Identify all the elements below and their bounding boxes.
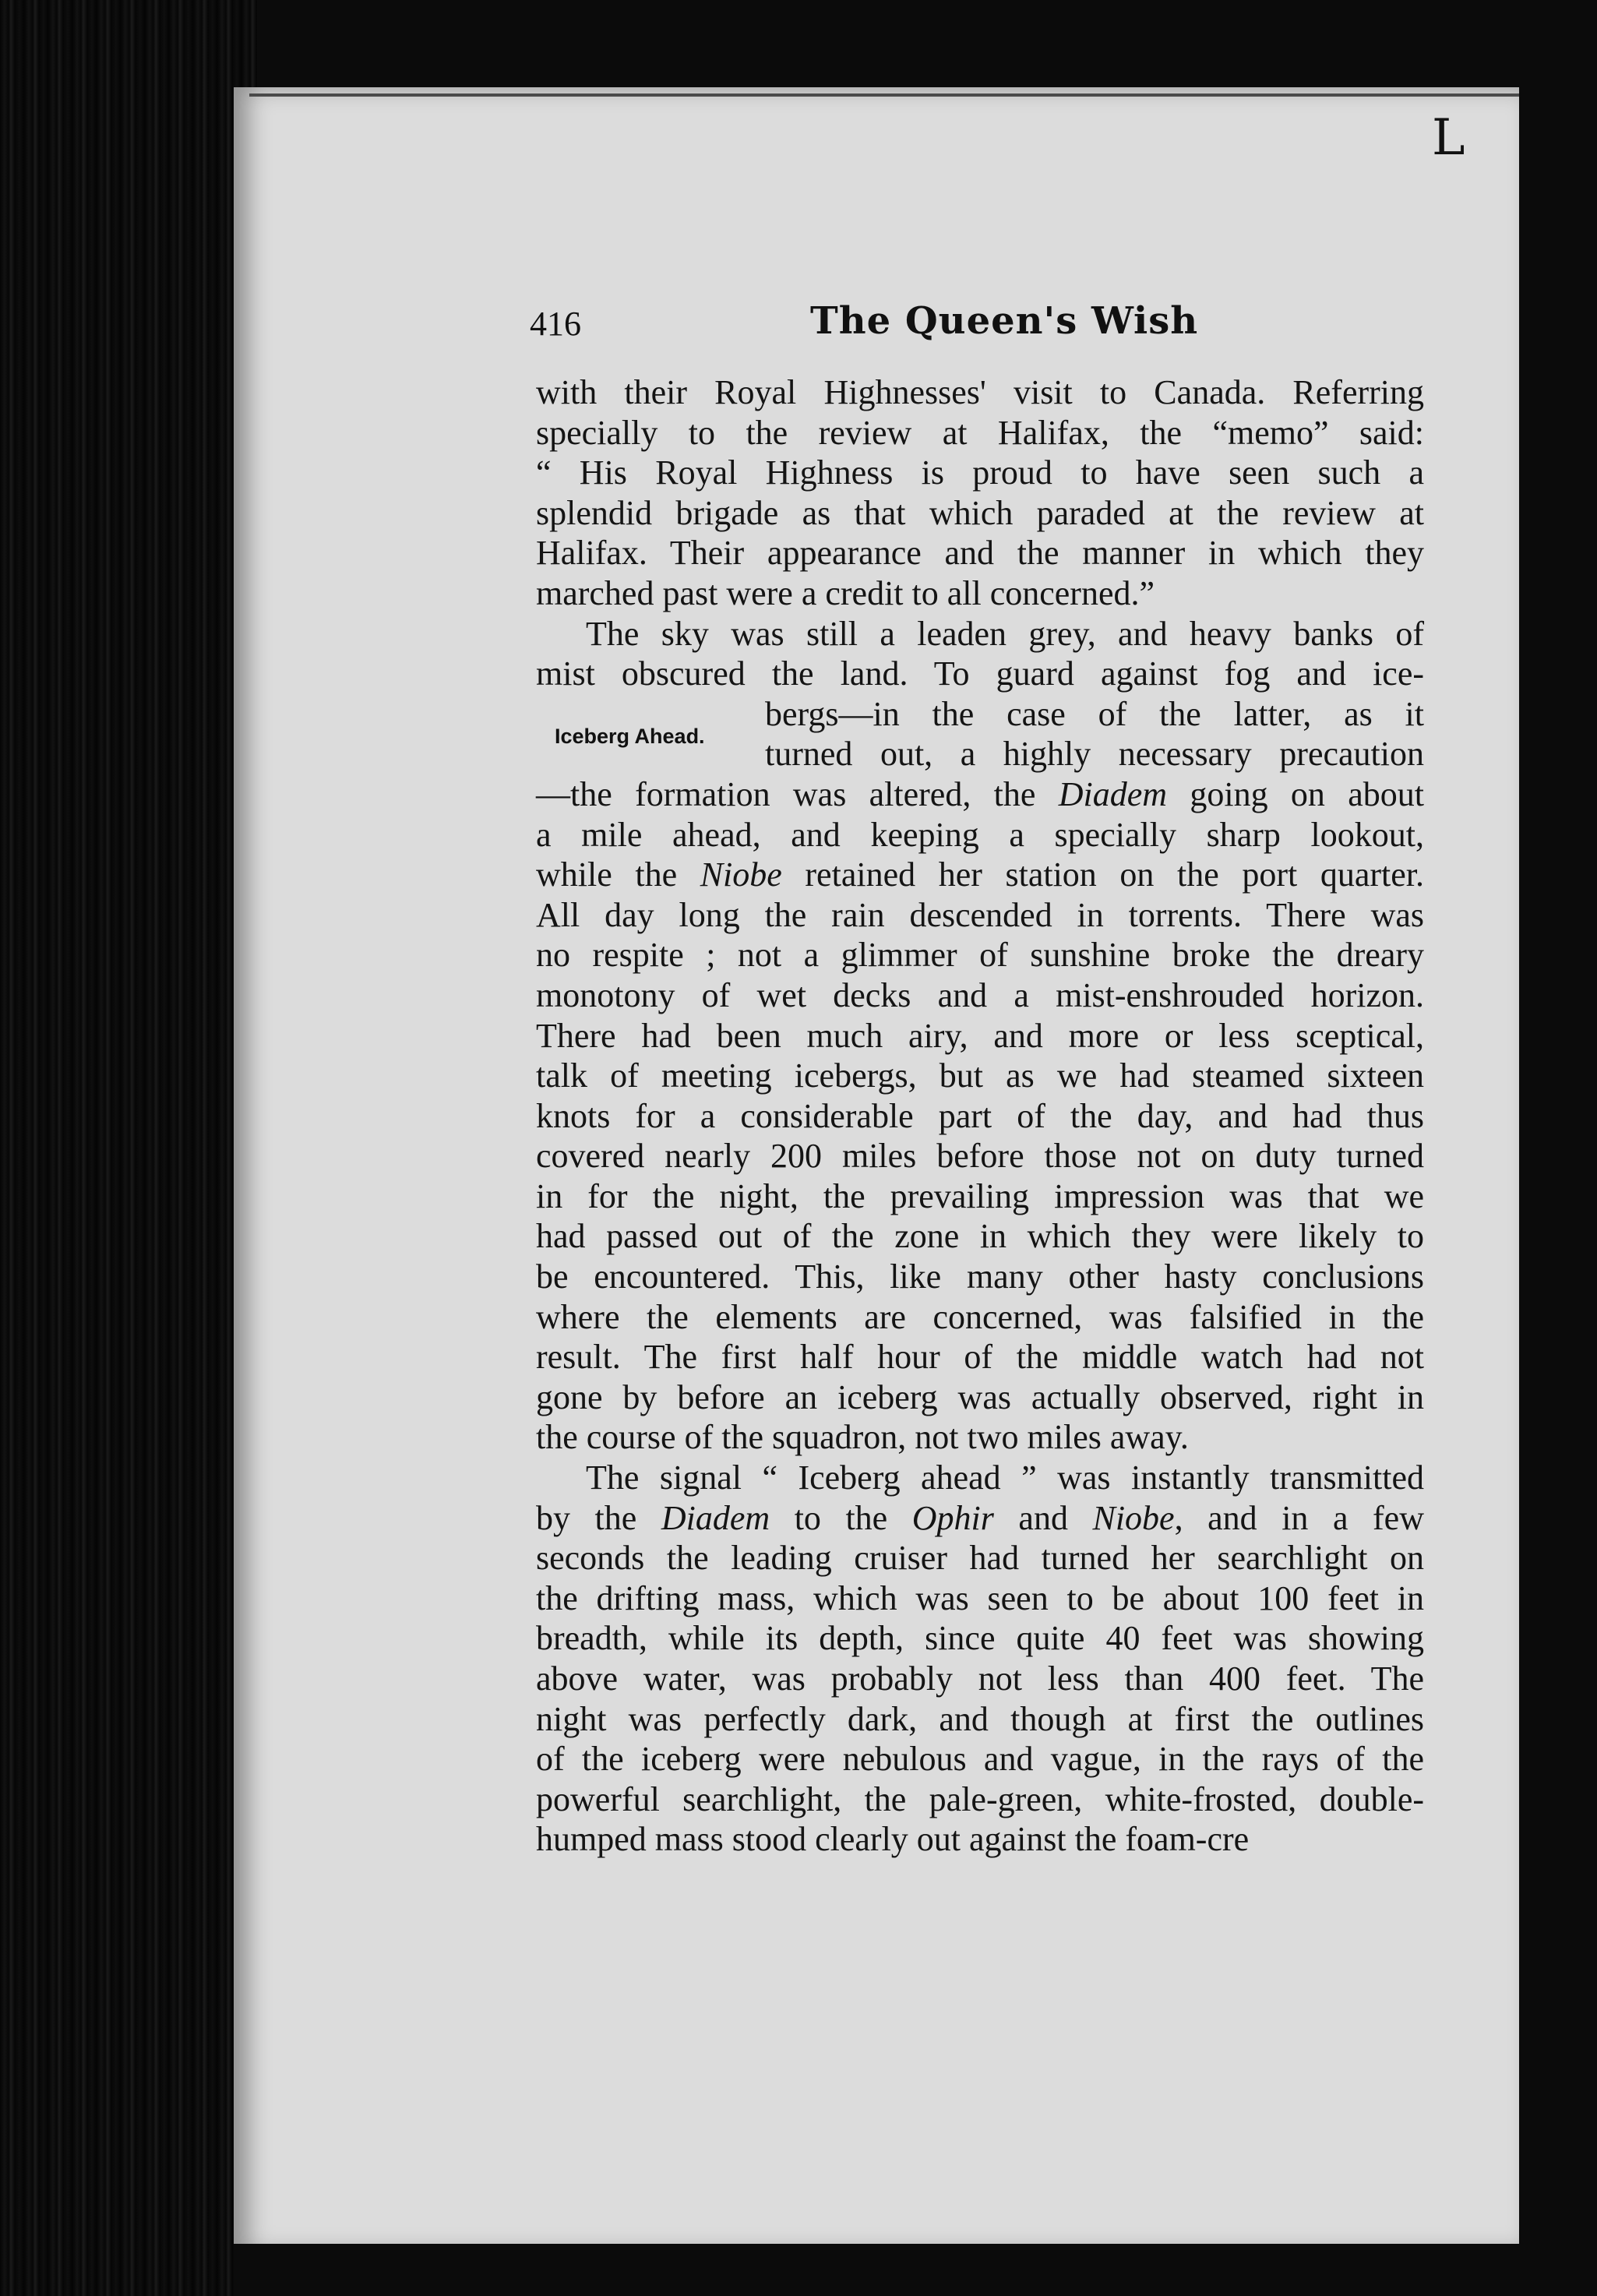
text-line: mist obscured the land. To guard against fog and ice- xyxy=(536,654,1424,693)
text-line: by the Diadem to the Ophir and Niobe, and in a few xyxy=(536,1498,1424,1537)
text-line: above water, was probably not less than 400 feet. The xyxy=(536,1659,1424,1698)
page-number: 416 xyxy=(530,305,581,343)
text-line: All day long the rain descended in torrents. There was xyxy=(536,895,1424,934)
text-line-beside-note: turned out, a highly necessary precaution xyxy=(765,735,1424,774)
text-line: night was perfectly dark, and though at first the outlines xyxy=(536,1699,1424,1738)
text-line: powerful searchlight, the pale-green, white-frosted, double- xyxy=(536,1779,1424,1818)
text-line: in for the night, the prevailing impression was that we xyxy=(536,1176,1424,1215)
text-line: had passed out of the zone in which they were likely to xyxy=(536,1217,1424,1256)
text-line: specially to the review at Halifax, the “memo” said: xyxy=(536,413,1424,452)
corner-mark: L xyxy=(1432,109,1465,167)
text-line: monotony of wet decks and a mist-enshrouded horizon. xyxy=(536,975,1424,1014)
text-line: knots for a considerable part of the day, and had thus xyxy=(536,1096,1424,1135)
running-title: The Queen's Wish xyxy=(810,299,1199,343)
page-top-edge xyxy=(249,93,1519,97)
paragraph-1 xyxy=(536,372,1424,614)
marginal-sidenote: Iceberg Ahead. xyxy=(555,725,705,748)
text-line: a mile ahead, and keeping a specially sharp lookout, xyxy=(536,815,1424,854)
text-line: marched past were a credit to all concerned.” xyxy=(536,573,1155,612)
paragraph-2 xyxy=(536,614,1424,1458)
text-line: the course of the squadron, not two miles away. xyxy=(536,1418,1189,1457)
text-line: splendid brigade as that which paraded at the review at xyxy=(536,493,1424,532)
text-line: talk of meeting icebergs, but as we had steamed sixteen xyxy=(536,1056,1424,1095)
text-line: seconds the leading cruiser had turned her searchlight on xyxy=(536,1539,1424,1578)
text-line: The signal “ Iceberg ahead ” was instantly transmitted xyxy=(586,1458,1424,1497)
paragraph-3 xyxy=(536,1458,1424,1860)
text-line: “ His Royal Highness is proud to have seen such a xyxy=(536,453,1424,492)
right-margin-shadow xyxy=(1519,0,1597,2296)
text-line: of the iceberg were nebulous and vague, in the rays of the xyxy=(536,1740,1424,1779)
text-line: humped mass stood clearly out against the foam-cre xyxy=(536,1820,1250,1859)
text-line: while the Niobe retained her station on the port quarter. xyxy=(536,855,1424,894)
text-line: —the formation was altered, the Diadem going on about xyxy=(536,774,1424,813)
body-text xyxy=(536,372,1424,1860)
text-line: Halifax. Their appearance and the manner in which they xyxy=(536,534,1424,573)
text-line: where the elements are concerned, was falsified in the xyxy=(536,1297,1424,1336)
text-line-beside-note: bergs—in the case of the latter, as it xyxy=(765,694,1424,733)
text-line: gone by before an iceberg was actually observed, right in xyxy=(536,1377,1424,1416)
book-edge xyxy=(0,0,257,2296)
text-line: There had been much airy, and more or less sceptical, xyxy=(536,1016,1424,1055)
bottom-margin-shadow xyxy=(234,2244,1597,2296)
text-line: covered nearly 200 miles before those not on duty turned xyxy=(536,1137,1424,1176)
text-line: result. The first half hour of the middle watch had not xyxy=(536,1338,1424,1377)
text-line: no respite ; not a glimmer of sunshine broke the dreary xyxy=(536,936,1424,975)
running-head xyxy=(530,299,1426,366)
text-line: breadth, while its depth, since quite 40 feet was showing xyxy=(536,1619,1424,1658)
text-line: The sky was still a leaden grey, and heavy banks of xyxy=(586,614,1424,653)
text-line: the drifting mass, which was seen to be about 100 feet in xyxy=(536,1578,1424,1617)
text-line: be encountered. This, like many other hasty conclusions xyxy=(536,1257,1424,1296)
text-line: with their Royal Highnesses' visit to Canada. Referring xyxy=(536,373,1424,411)
